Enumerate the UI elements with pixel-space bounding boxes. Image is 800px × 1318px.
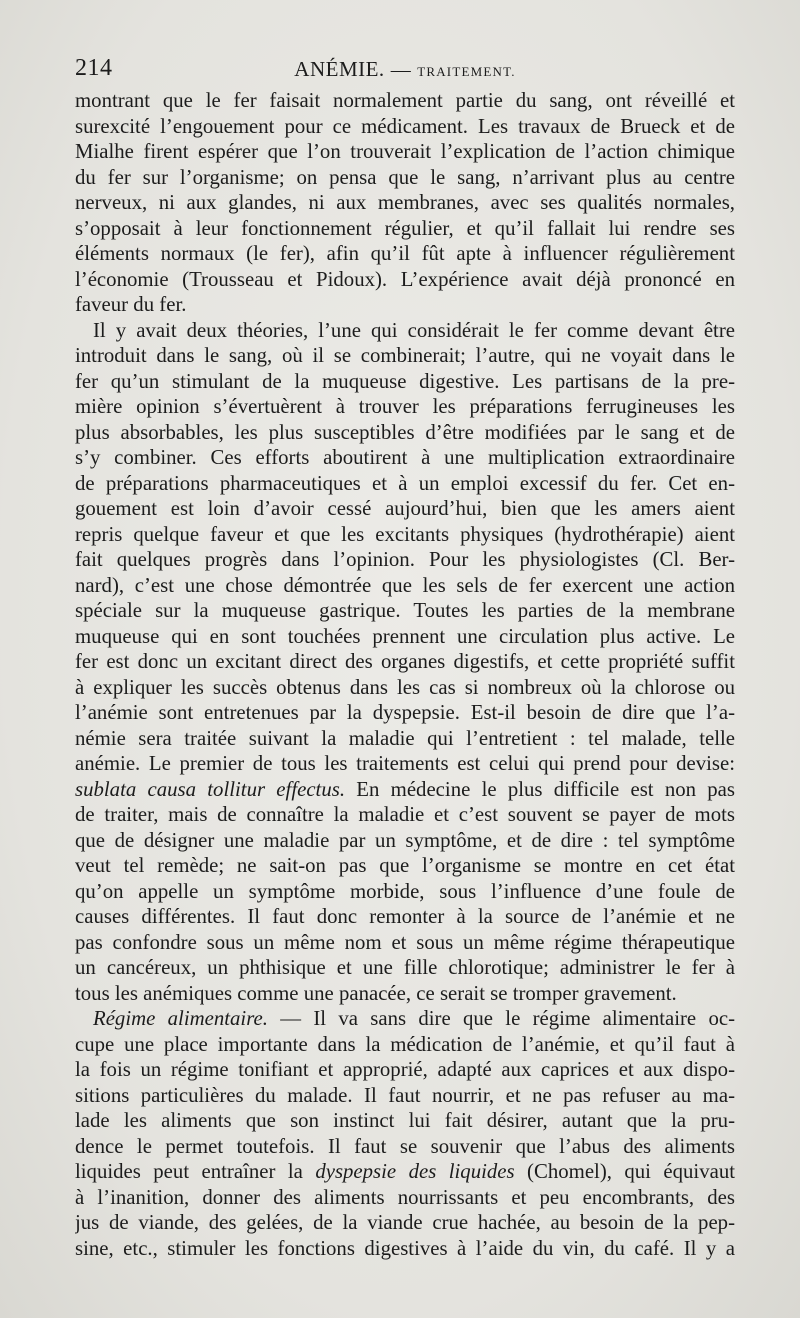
text-line: la fois un régime tonifiant et approprié, adapté aux caprices et aux dispo- bbox=[75, 1058, 735, 1081]
text-line: lade les aliments que son instinct lui fait désirer, autant que la pru- bbox=[75, 1109, 735, 1132]
text-line: sine, etc., stimuler les fonctions digestives à l’aide du vin, du café. Il y a bbox=[75, 1236, 735, 1260]
text-line: fer qu’un stimulant de la muqueuse digestive. Les partisans de la pre- bbox=[75, 369, 735, 393]
italic-phrase: sublata causa tollitur effectus. bbox=[75, 777, 346, 801]
text-line: introduit dans le sang, où il se combinerait; l’autre, qui ne voyait dans le bbox=[75, 344, 735, 367]
text-line: à expliquer les succès obtenus dans les cas si nombreux où la chlorose ou bbox=[75, 675, 735, 699]
text-line: plus absorbables, les plus susceptibles d’être modifiées par le sang et de bbox=[75, 420, 735, 444]
text-line: s’y combiner. Ces efforts aboutirent à une multiplication extraordinaire bbox=[75, 446, 735, 469]
running-title bbox=[75, 57, 735, 82]
text-line: du fer sur l’organisme; on pensa que le sang, n’arrivant plus au centre bbox=[75, 165, 735, 189]
text-line: veut tel remède; ne sait-on pas que l’organisme se montre en cet état bbox=[75, 854, 735, 877]
text-run: liquides peut entraîner la bbox=[75, 1160, 316, 1183]
text-run: — Il va sans dire que le régime alimentaire oc- bbox=[267, 1007, 735, 1030]
running-title-sub: TRAITEMENT. bbox=[417, 64, 516, 79]
text-line: faveur du fer. bbox=[75, 293, 187, 316]
page-number: 214 bbox=[75, 55, 113, 81]
text-line bbox=[75, 1006, 735, 1032]
text-line: Mialhe firent espérer que l’on trouverait l’explication de l’action chimique bbox=[75, 140, 735, 163]
text-line: mière opinion s’évertuèrent à trouver les préparations ferrugineuses les bbox=[75, 395, 735, 418]
text-line: surexcité l’engouement pour ce médicament. Les travaux de Brueck et de bbox=[75, 114, 735, 138]
text-line bbox=[75, 1159, 735, 1185]
text-line: pas confondre sous un même nom et sous un même régime thérapeutique bbox=[75, 930, 735, 954]
text-line: à l’inanition, donner des aliments nourrissants et peu encombrants, des bbox=[75, 1185, 735, 1209]
text-line: s’opposait à leur fonctionnement régulier, et qu’il fallait lui rendre ses bbox=[75, 216, 735, 240]
text-run: En médecine le plus difficile est non pas bbox=[345, 777, 735, 801]
text-line bbox=[75, 777, 735, 803]
text-line: némie sera traitée suivant la maladie qui l’entretient : tel malade, telle bbox=[75, 726, 735, 750]
text-line: anémie. Le premier de tous les traitements est celui qui prend pour devise: bbox=[75, 752, 735, 775]
text-line: dence le permet toutefois. Il faut se souvenir que l’abus des aliments bbox=[75, 1134, 735, 1158]
text-line: nard), c’est une chose démontrée que les sels de fer exercent une action bbox=[75, 573, 735, 597]
text-line: un cancéreux, un phthisique et une fille chlorotique; administrer le fer à bbox=[75, 956, 735, 979]
text-run: (Chomel), qui équivaut bbox=[514, 1160, 735, 1183]
italic-phrase: Régime alimentaire. bbox=[93, 1007, 268, 1030]
text-line: l’économie (Trousseau et Pidoux). L’expérience avait déjà prononcé en bbox=[75, 267, 735, 291]
text-line: éléments normaux (le fer), afin qu’il fût apte à influencer régulièrement bbox=[75, 242, 735, 265]
text-line: muqueuse qui en sont touchées prennent une circulation plus active. Le bbox=[75, 624, 735, 648]
running-header bbox=[75, 55, 735, 85]
italic-phrase: dyspepsie des liquides bbox=[315, 1160, 515, 1183]
text-line: montrant que le fer faisait normalement partie du sang, ont réveillé et bbox=[75, 89, 735, 112]
text-line: causes différentes. Il faut donc remonter à la source de l’anémie et ne bbox=[75, 905, 735, 928]
text-line: sitions particulières du malade. Il faut nourrir, et ne pas refuser au ma- bbox=[75, 1083, 735, 1107]
body-text bbox=[75, 88, 735, 1261]
text-line: Il y avait deux théories, l’une qui considérait le fer comme devant être bbox=[93, 318, 735, 342]
text-line: que de désigner une maladie par un symptôme, et de dire : tel symptôme bbox=[75, 828, 735, 852]
text-line: spéciale sur la muqueuse gastrique. Toutes les parties de la membrane bbox=[75, 599, 735, 622]
text-line: qu’on appelle un symptôme morbide, sous l’influence d’une foule de bbox=[75, 879, 735, 903]
text-line: l’anémie sont entretenues par la dyspepsie. Est-il besoin de dire que l’a- bbox=[75, 701, 735, 724]
text-line: de préparations pharmaceutiques et à un emploi excessif du fer. Cet en- bbox=[75, 471, 735, 495]
text-line: repris quelque faveur et que les excitants physiques (hydrothérapie) aient bbox=[75, 522, 735, 546]
text-line: jus de viande, des gelées, de la viande crue hachée, au besoin de la pep- bbox=[75, 1211, 735, 1234]
text-line: fer est donc un excitant direct des organes digestifs, et cette propriété suffit bbox=[75, 650, 735, 673]
text-line: nerveux, ni aux glandes, ni aux membranes, avec ses qualités normales, bbox=[75, 191, 735, 214]
text-line: de traiter, mais de connaître la maladie et c’est souvent se payer de mots bbox=[75, 803, 735, 826]
text-line: cupe une place importante dans la médication de l’anémie, et qu’il faut à bbox=[75, 1032, 735, 1056]
text-line: gouement est loin d’avoir cessé aujourd’hui, bien que les amers aient bbox=[75, 497, 735, 520]
text-line: fait quelques progrès dans l’opinion. Pour les physiologistes (Cl. Ber- bbox=[75, 548, 735, 571]
running-title-separator: — bbox=[390, 59, 412, 81]
running-title-main: ANÉMIE. bbox=[294, 57, 385, 81]
text-line: tous les anémiques comme une panacée, ce serait se tromper gravement. bbox=[75, 981, 677, 1005]
